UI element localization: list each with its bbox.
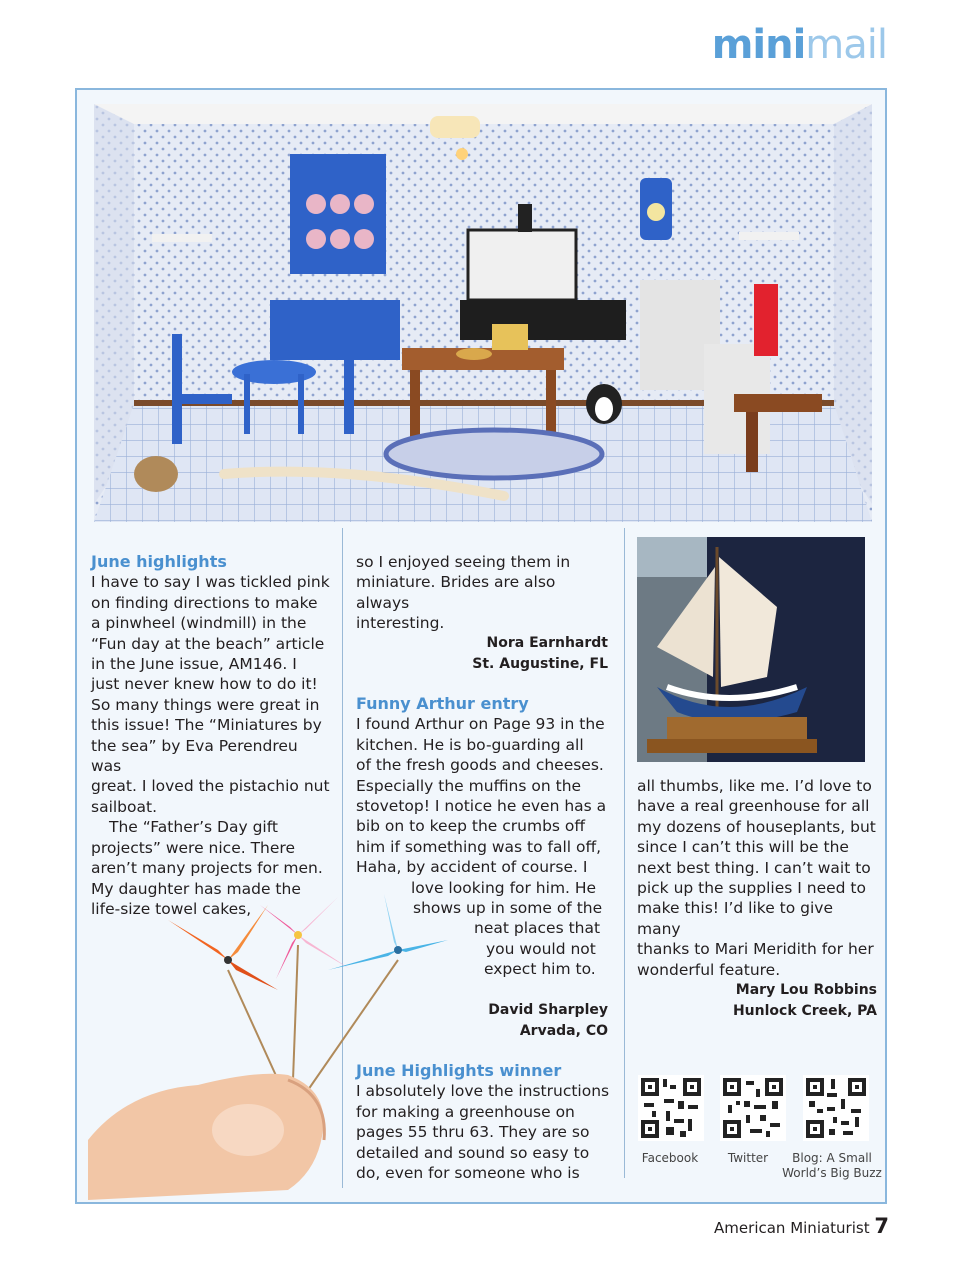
- letter-line: great. I loved the pistachio nut: [91, 777, 330, 796]
- letter-heading: Funny Arthur entry: [356, 694, 529, 713]
- letter-line: this issue! The “Miniatures by: [91, 716, 322, 735]
- letter-line: The “Father’s Day gift: [109, 818, 278, 837]
- letter-line: have a real greenhouse for all: [637, 797, 870, 816]
- letter-line: the sea” by Eva Perendreu was: [91, 736, 298, 776]
- twitter-qr-code[interactable]: [720, 1075, 786, 1141]
- letter-line: thanks to Mari Meridith for her: [637, 940, 874, 959]
- letter-line: expect him to.: [484, 960, 596, 979]
- blog-label-line: Blog: A Small: [792, 1151, 872, 1165]
- letter-line: make this! I’d like to give many: [637, 899, 834, 938]
- letter-line: neat places that: [474, 919, 601, 938]
- letter-line: just never knew how to do it!: [91, 675, 318, 694]
- signature-david: [356, 1000, 608, 1041]
- column-rule: [624, 528, 625, 1178]
- page-footer: [714, 1214, 889, 1238]
- letter-line: you would not: [486, 939, 596, 958]
- section-title: minimail: [711, 22, 887, 68]
- signature-name: David Sharpley: [488, 1002, 608, 1018]
- letter-heading: June Highlights winner: [356, 1061, 562, 1080]
- letter-line: sailboat.: [91, 797, 158, 816]
- letter-heading: June highlights: [91, 552, 227, 571]
- letter-line: since I can’t this will be the: [637, 838, 849, 857]
- letter-line: a pinwheel (windmill) in the: [91, 614, 307, 633]
- blog-qr-code[interactable]: [803, 1075, 869, 1141]
- letter-line: I found Arthur on Page 93 in the: [356, 715, 605, 734]
- letter-line: kitchen. He is bo-guarding all: [356, 735, 584, 754]
- letter-line: interesting.: [356, 614, 445, 633]
- letter-line: My daughter has made the: [91, 879, 301, 898]
- letter-line: of the fresh goods and cheeses.: [356, 756, 604, 775]
- magazine-name: American Miniaturist: [714, 1219, 870, 1237]
- letter-line: next best thing. I can’t wait to: [637, 858, 871, 877]
- letter-line: “Fun day at the beach” article: [91, 634, 325, 653]
- blog-label-line: World’s Big Buzz: [782, 1166, 882, 1180]
- letter-line: miniature. Brides are also always: [356, 573, 556, 612]
- letter-line: on finding directions to make: [91, 593, 318, 612]
- letter-line: I absolutely love the instructions: [356, 1082, 610, 1101]
- twitter-label[interactable]: Twitter: [727, 1151, 769, 1165]
- letter-line: stovetop! I notice he even has a: [356, 797, 607, 816]
- letter-line: aren’t many projects for men.: [91, 859, 323, 878]
- letter-line: my dozens of houseplants, but: [637, 817, 876, 836]
- blog-label[interactable]: [780, 1151, 884, 1181]
- letter-line: for making a greenhouse on: [356, 1102, 575, 1121]
- page-number: 7: [874, 1214, 889, 1238]
- letter-line: detailed and sound so easy to: [356, 1143, 590, 1162]
- letter-line: him if something was to fall off,: [356, 837, 602, 856]
- letter-line: life-size towel cakes,: [91, 899, 252, 918]
- letter-line: So many things were great in: [91, 695, 320, 714]
- letter-line: projects” were nice. There: [91, 838, 295, 857]
- letter-line: I have to say I was tickled pink: [91, 573, 330, 592]
- letter-line: love looking for him. He: [411, 878, 597, 897]
- signature-mary: [637, 980, 877, 1021]
- signature-name: Mary Lou Robbins: [735, 982, 877, 998]
- letter-line: pick up the supplies I need to: [637, 879, 866, 898]
- signature-nora: [356, 633, 608, 674]
- letter-line: Haha, by accident of course. I: [356, 858, 588, 877]
- letter-june-winner: [356, 1061, 612, 1183]
- signature-place: Hunlock Creek, PA: [732, 1002, 877, 1019]
- letter-line: shows up in some of the: [413, 899, 603, 918]
- facebook-label[interactable]: Facebook: [641, 1151, 699, 1165]
- letter-line: all thumbs, like me. I’d love to: [637, 777, 872, 795]
- signature-place: St. Augustine, FL: [472, 655, 608, 672]
- signature-name: Nora Earnhardt: [486, 635, 608, 651]
- letter-funny-arthur: [356, 694, 612, 980]
- letter-line: so I enjoyed seeing them in: [356, 553, 571, 571]
- letter-continued: [356, 552, 612, 634]
- signature-place: Arvada, CO: [519, 1022, 608, 1039]
- letter-line: in the June issue, AM146. I: [91, 655, 297, 674]
- dollhouse-kitchen-photo: [94, 104, 872, 522]
- sailboat-photo: [637, 537, 865, 762]
- letter-june-highlights: [91, 552, 331, 919]
- letter-winner-continued: [637, 776, 877, 980]
- letter-line: wonderful feature.: [637, 960, 781, 979]
- facebook-qr-code[interactable]: [638, 1075, 704, 1141]
- letter-line: bib on to keep the crumbs off: [356, 817, 586, 836]
- letter-line: pages 55 thru 63. They are so: [356, 1123, 590, 1142]
- letter-line: Especially the muffins on the: [356, 776, 582, 795]
- letter-line: do, even for someone who is: [356, 1164, 580, 1183]
